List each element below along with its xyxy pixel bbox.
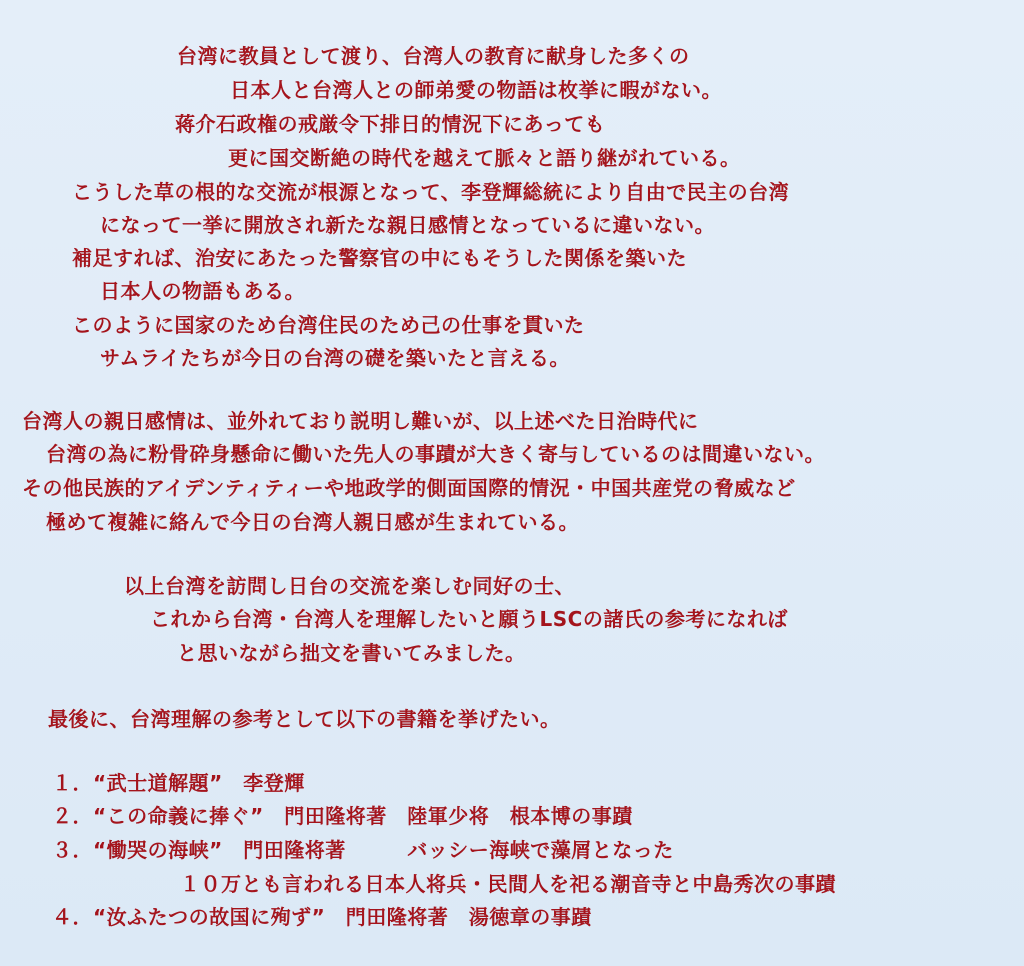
closing-line: 最後に、台湾理解の参考として以下の書籍を挙げたい。 [48, 707, 561, 731]
text-line: 台湾人の親日感情は、並外れており説明し難いが、以上述べた日治時代に [22, 409, 699, 433]
book-list-item: ４．“汝ふたつの故国に殉ず” 門田隆将著 湯徳章の事蹟 [52, 905, 592, 929]
text-line: サムライたちが今日の台湾の礎を築いたと言える。 [100, 346, 570, 370]
book-list-item-continuation: １０万とも言われる日本人将兵・民間人を祀る潮音寺と中島秀次の事蹟 [180, 872, 836, 896]
text-line: 極めて複雑に絡んで今日の台湾人親日感が生まれている。 [46, 510, 579, 534]
book-list-item: ３．“慟哭の海峡” 門田隆将著 バッシー海峡で藻屑となった [52, 838, 674, 862]
book-list-item: １．“武士道解題” 李登輝 [52, 771, 305, 795]
text-line: 台湾に教員として渡り、台湾人の教育に献身した多くの [177, 44, 690, 68]
text-line: になって一挙に開放され新たな親日感情となっているに違いない。 [100, 213, 715, 237]
text-line: 日本人の物語もある。 [100, 279, 305, 303]
text-line: その他民族的アイデンティティーや地政学的側面国際的情況・中国共産党の脅威など [22, 476, 796, 500]
text-line: 以上台湾を訪問し日台の交流を楽しむ同好の士、 [124, 574, 575, 598]
book-list-item: ２．“この命義に捧ぐ” 門田隆将著 陸軍少将 根本博の事蹟 [52, 804, 633, 828]
text-line: 補足すれば、治安にあたった警察官の中にもそうした関係を築いた [72, 246, 687, 270]
text-line: 更に国交断絶の時代を越えて脈々と語り継がれている。 [228, 146, 741, 170]
text-line: 蒋介石政権の戒厳令下排日的情況下にあっても [175, 112, 606, 136]
text-line: 日本人と台湾人との師弟愛の物語は枚挙に暇がない。 [230, 78, 722, 102]
text-line: と思いながら拙文を書いてみました。 [177, 641, 526, 665]
text-line: こうした草の根的な交流が根源となって、李登輝総統により自由で民主の台湾 [72, 180, 790, 204]
text-line: このように国家のため台湾住民のため己の仕事を貫いた [72, 313, 585, 337]
text-line: これから台湾・台湾人を理解したいと願うLSCの諸氏の参考になれば [150, 607, 788, 631]
text-line: 台湾の為に粉骨砕身懸命に働いた先人の事蹟が大きく寄与しているのは間違いない。 [46, 442, 825, 466]
